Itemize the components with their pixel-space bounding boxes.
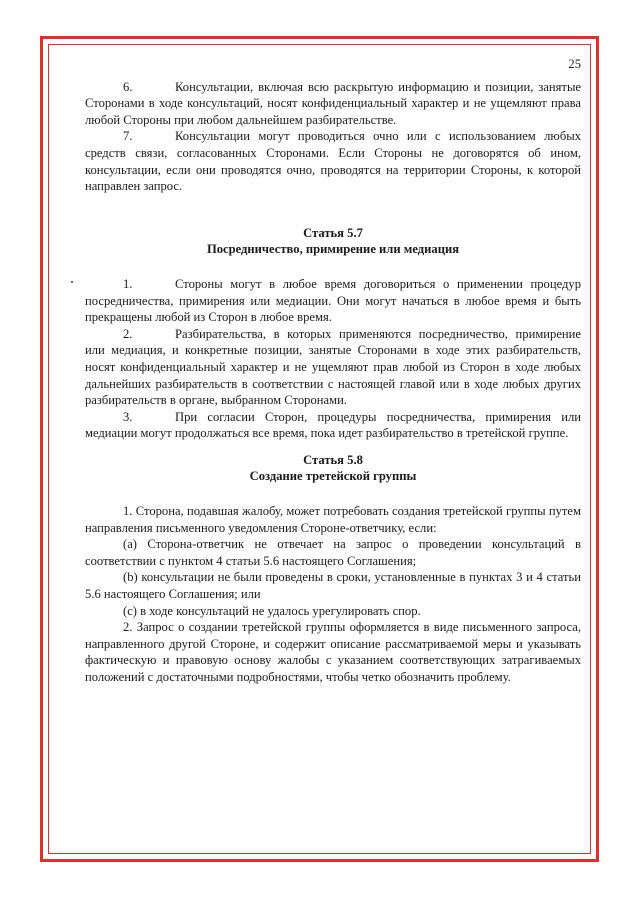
article-5-8-subitem-a: (a) Сторона-ответчик не отвечает на запрос о проведении консультаций в соответствии с пунктом 4 статьи 5.6 настоящего Соглашения; <box>85 537 581 568</box>
article-5-7-item-2 <box>85 326 581 409</box>
article-5-8-subitem-b: (b) консультации не были проведены в сроки, установленные в пунктах 3 и 4 статьи 5.6 настоящего Соглашения; или <box>85 570 581 602</box>
paragraph-text: Стороны могут в любое время договориться о применении процедур посредничества, примирения или медиации. Они могут начаться в любое время и быть прекращены любой из Сторон в любое время. <box>85 276 581 325</box>
article-5-8-paragraph-2: 2. Запрос о создании третейской группы оформляется в виде письменного запроса, направленного другой Стороне, и содержит описание рассматриваемой меры и указывать фактическую и правовую основу жалобы с указанием соответствующих затрагиваемых положений с достаточными подробностями, чтобы четко обозначить проблему. <box>85 620 581 684</box>
scan-speck <box>71 281 73 283</box>
article-5-8-paragraph-1: 1. Сторона, подавшая жалобу, может потребовать создания третейской группы путем направления письменного уведомления Стороне-ответчику, если: <box>85 504 581 535</box>
paragraph-number: 2. <box>123 326 133 341</box>
article-5-7-item-1 <box>85 276 581 326</box>
article-5-7-label: Статья 5.7 <box>303 225 363 240</box>
paragraph-text: Консультации, включая всю раскрытую информацию и позиции, занятые Сторонами в ходе консультаций, носят конфиденциальный характер и не ущемляют права любой Стороны при любом дальнейшем разбирательстве. <box>85 79 581 127</box>
article-5-7-item-3 <box>85 409 581 442</box>
page-number: 25 <box>568 57 581 71</box>
paragraph-text: Консультации могут проводиться очно или с использованием любых средств связи, согласованных Сторонами. Если Стороны не договорятся об ином, консультации, если они проводятся очно, проводятся на территории Стороны, к которой направлен запрос. <box>85 129 581 194</box>
paragraph-number: 7. <box>123 129 133 144</box>
paragraph-number: 1. <box>123 276 133 291</box>
paragraph-number: 6. <box>123 79 133 94</box>
paragraph-7 <box>85 128 581 194</box>
article-5-8-label: Статья 5.8 <box>303 452 363 467</box>
article-5-7-title: Посредничество, примирение или медиация <box>206 242 460 257</box>
paragraph-text: При согласии Сторон, процедуры посредничества, примирения или медиации могут продолжаться все время, пока идет разбирательство в третейской группе. <box>85 409 581 441</box>
article-5-8-subitem-c: (c) в ходе консультаций не удалось урегулировать спор. <box>123 603 421 618</box>
paragraph-number: 3. <box>123 409 133 424</box>
document-page <box>85 56 581 686</box>
article-5-8-title: Создание третейской группы <box>249 469 417 484</box>
paragraph-6 <box>85 79 581 129</box>
paragraph-text: Разбирательства, в которых применяются посредничество, примирение или медиация, и конкретные позиции, занятые Сторонами в ходе этих разбирательств, носят конфиденциальный характер и не ущемляют прав любой из Сторон в ходе любых дальнейших разбирательств в соответствии с настоящей главой или в ходе любых других разбирательств в органе, выбранном Сторонами. <box>85 326 581 408</box>
